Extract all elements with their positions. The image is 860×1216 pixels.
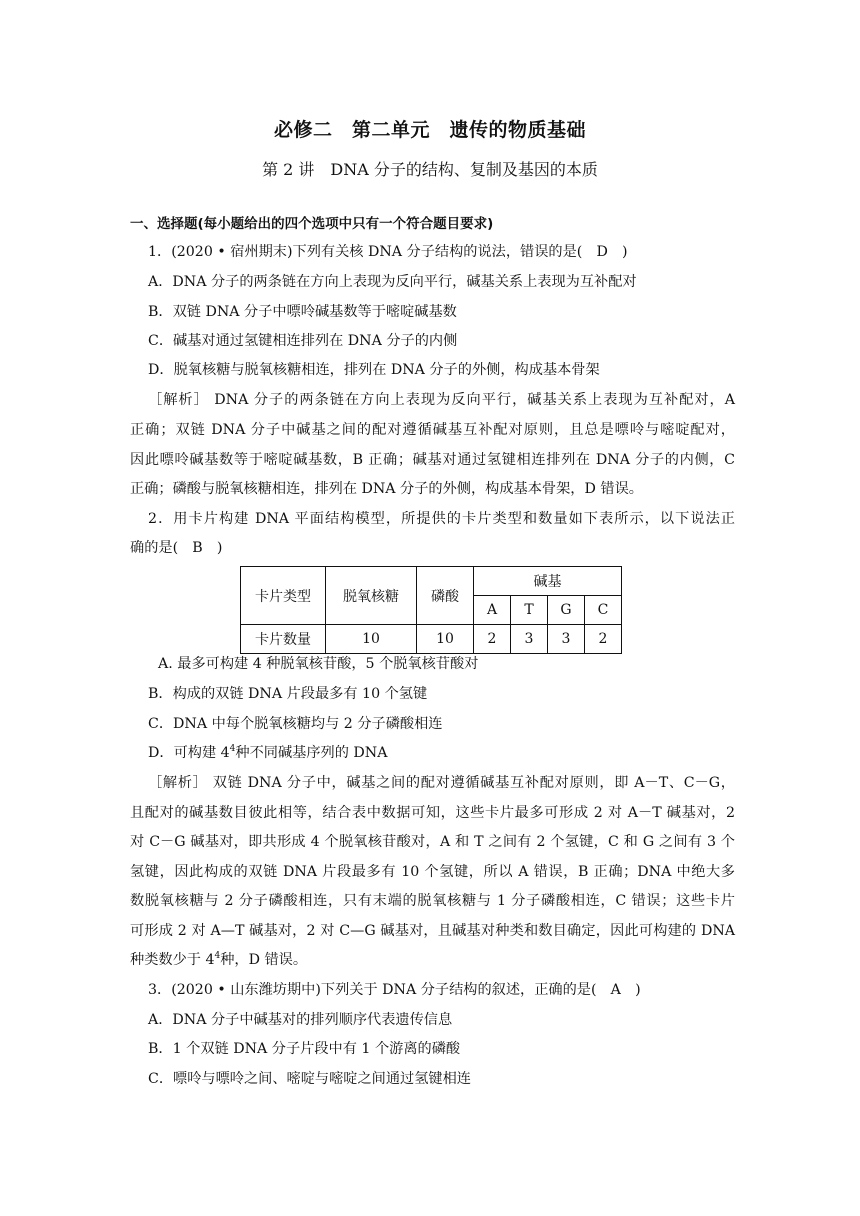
q3-option-b: B．1 个双链 DNA 分子片段中有 1 个游离的磷酸 bbox=[148, 1041, 461, 1057]
cell-deoxyribose-count: 10 bbox=[326, 625, 417, 654]
card-table bbox=[240, 566, 622, 654]
q1-option-d: D．脱氧核糖与脱氧核糖相连，排列在 DNA 分子的外侧，构成基本骨架 bbox=[148, 362, 600, 378]
q2-option-d-text: D．可构建 4 bbox=[148, 745, 230, 761]
cell-phosphate-count: 10 bbox=[417, 625, 474, 654]
q2-stem: 2．用卡片构建 DNA 平面结构模型，所提供的卡片类型和数量如下表所示，以下说法正 bbox=[148, 511, 735, 527]
q1-option-a: A．DNA 分子的两条链在方向上表现为反向平行，碱基关系上表现为互补配对 bbox=[148, 274, 637, 290]
q2-option-d-text-end: 种不同碱基序列的 DNA bbox=[235, 745, 388, 761]
page-title: 必修二 第二单元 遗传的物质基础 bbox=[273, 119, 586, 141]
q3-option-c: C．嘌呤与嘌呤之间、嘧啶与嘧啶之间通过氢键相连 bbox=[148, 1071, 471, 1087]
cell-base-a-count: 2 bbox=[474, 625, 511, 654]
page-subtitle: 第 2 讲 DNA 分子的结构、复制及基因的本质 bbox=[262, 160, 598, 179]
header-deoxyribose: 脱氧核糖 bbox=[326, 567, 417, 625]
q1-analysis-line: ［解析］ DNA 分子的两条链在方向上表现为反向平行，碱基关系上表现为互补配对，A bbox=[148, 392, 735, 408]
q2-analysis-text: 种类数少于 4 bbox=[130, 952, 215, 968]
header-base-t: T bbox=[511, 596, 548, 625]
q2-option-c: C．DNA 中每个脱氧核糖均与 2 分子磷酸相连 bbox=[148, 716, 443, 732]
cell-base-g-count: 3 bbox=[548, 625, 585, 654]
header-base-c: C bbox=[585, 596, 622, 625]
q2-analysis-exponent: 4 bbox=[214, 951, 221, 961]
q2-option-d-exponent: 4 bbox=[229, 744, 236, 754]
header-base-g: G bbox=[548, 596, 585, 625]
q2-analysis-line: ［解析］ 双链 DNA 分子中，碱基之间的配对遵循碱基互补配对原则，即 A－T、C－G， bbox=[148, 775, 735, 791]
header-base: 碱基 bbox=[474, 567, 622, 596]
q1-stem: 1．(2020 • 宿州期末)下列有关核 DNA 分子结构的说法，错误的是( D ) bbox=[148, 244, 628, 260]
q1-option-b: B．双链 DNA 分子中嘌呤碱基数等于嘧啶碱基数 bbox=[148, 304, 457, 320]
q1-option-c: C．碱基对通过氢键相连排列在 DNA 分子的内侧 bbox=[148, 333, 458, 349]
q2-analysis-line: 数脱氧核糖与 2 分子磷酸相连，只有末端的脱氧核糖与 1 分子磷酸相连，C 错误；这些卡片 bbox=[130, 893, 735, 909]
q2-analysis-last-line bbox=[130, 950, 735, 970]
q2-option-b: B．构成的双链 DNA 片段最多有 10 个氢键 bbox=[148, 686, 428, 702]
q3-option-a: A．DNA 分子中碱基对的排列顺序代表遗传信息 bbox=[148, 1012, 453, 1028]
q1-analysis-line: 正确；磷酸与脱氧核糖相连，排列在 DNA 分子的外侧，构成基本骨架，D 错误。 bbox=[130, 481, 643, 497]
q2-option-a: A. 最多可构建 4 种脱氧核苷酸，5 个脱氧核苷酸对 bbox=[158, 656, 479, 672]
q1-analysis-line: 因此嘌呤碱基数等于嘧啶碱基数，B 正确；碱基对通过氢键相连排列在 DNA 分子的内侧，C bbox=[130, 452, 735, 468]
header-phosphate: 磷酸 bbox=[417, 567, 474, 625]
q1-analysis-line: 正确；双链 DNA 分子中碱基之间的配对遵循碱基互补配对原则，且总是嘌呤与嘧啶配对， bbox=[130, 422, 735, 438]
q2-analysis-line: 氢键，因此构成的双链 DNA 片段最多有 10 个氢键，所以 A 错误，B 正确；DNA 中绝大多 bbox=[130, 864, 735, 880]
row-label-card-count: 卡片数量 bbox=[241, 625, 326, 654]
cell-base-t-count: 3 bbox=[511, 625, 548, 654]
cell-base-c-count: 2 bbox=[585, 625, 622, 654]
q3-stem: 3．(2020 • 山东潍坊期中)下列关于 DNA 分子结构的叙述，正确的是( A ) bbox=[148, 982, 641, 998]
q2-stem-continued: 确的是( B ) bbox=[130, 540, 223, 556]
q2-analysis-line: 对 C－G 碱基对，即共形成 4 个脱氧核苷酸对，A 和 T 之间有 2 个氢键，C 和 G 之间有 3 个 bbox=[130, 834, 735, 850]
header-base-a: A bbox=[474, 596, 511, 625]
q2-option-d bbox=[148, 743, 735, 763]
q2-analysis-line: 可形成 2 对 A—T 碱基对，2 对 C—G 碱基对，且碱基对种类和数目确定，因此可构建的 DNA bbox=[130, 923, 735, 939]
header-card-type: 卡片类型 bbox=[241, 567, 326, 625]
q2-analysis-line: 且配对的碱基数目彼此相等，结合表中数据可知，这些卡片最多可形成 2 对 A－T 碱基对，2 bbox=[130, 805, 735, 821]
section-heading: 一、选择题(每小题给出的四个选项中只有一个符合题目要求) bbox=[130, 216, 494, 232]
q2-analysis-text-end: 种，D 错误。 bbox=[220, 952, 308, 968]
